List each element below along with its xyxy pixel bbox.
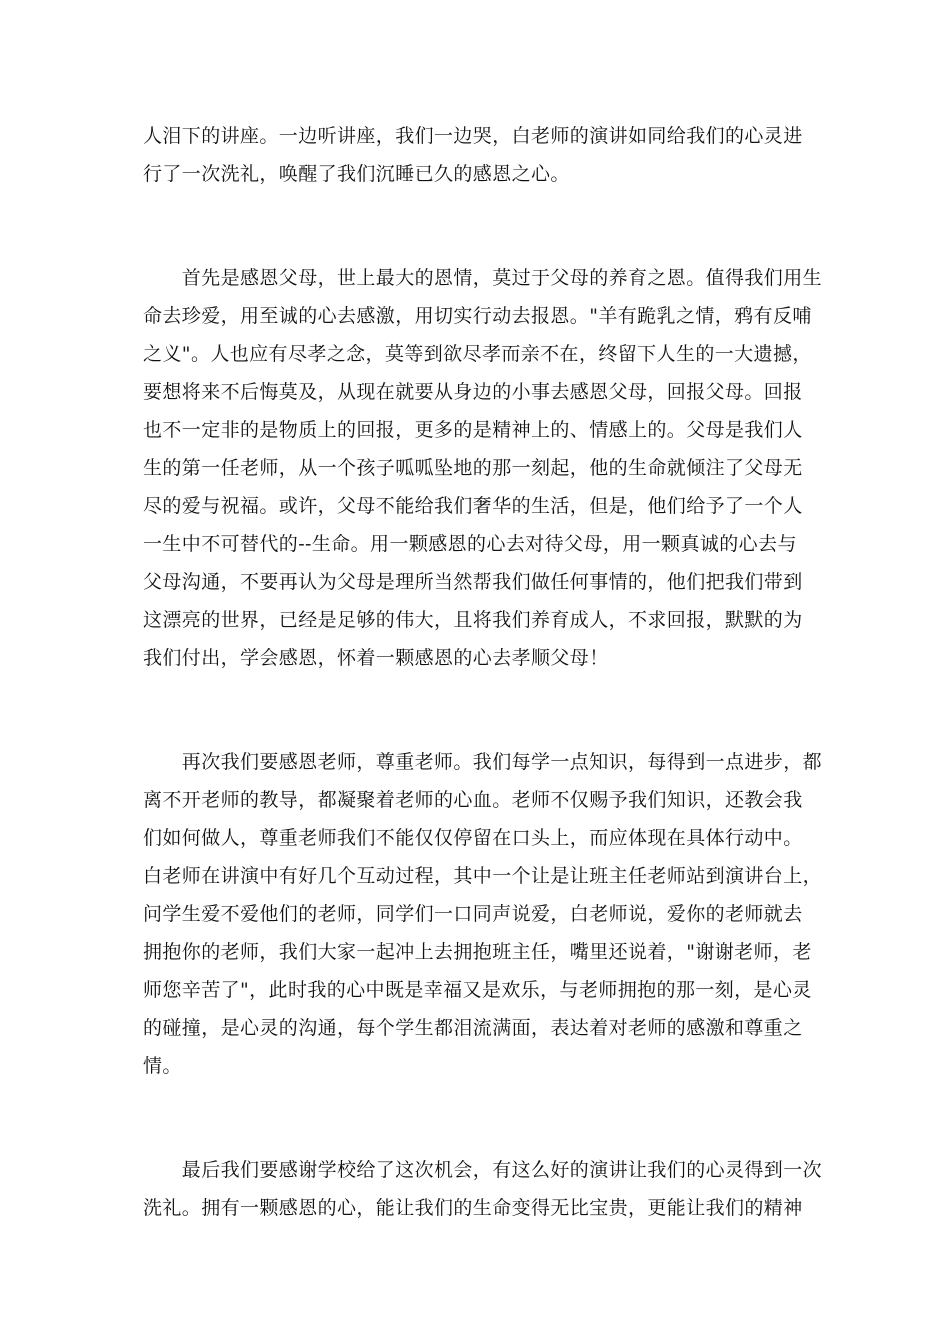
text-line: 生的第一任老师，从一个孩子呱呱坠地的那一刻起，他的生命就倾注了父母无 [143,457,803,479]
text-line: 最后我们要感谢学校给了这次机会，有这么好的演讲让我们的心灵得到一次 [143,1159,823,1181]
text-line: 命去珍爱，用至诚的心去感激，用切实行动去报恩。"羊有跪乳之情，鸦有反哺 [143,305,812,327]
text-line: 们如何做人，尊重老师我们不能仅仅停留在口头上，而应体现在具体行动中。 [143,827,803,849]
text-line: 一生中不可替代的--生命。用一颗感恩的心去对待父母，用一颗真诚的心去与 [143,533,797,555]
text-line: 拥抱你的老师，我们大家一起冲上去拥抱班主任，嘴里还说着，"谢谢老师，老 [143,941,812,963]
text-line: 白老师在讲演中有好几个互动过程，其中一个让是让班主任老师站到演讲台上， [143,865,823,887]
text-line: 师您辛苦了"，此时我的心中既是幸福又是欢乐，与老师拥抱的那一刻，是心灵 [143,979,812,1001]
text-line: 洗礼。拥有一颗感恩的心，能让我们的生命变得无比宝贵，更能让我们的精神 [143,1197,803,1219]
text-line: 之义"。人也应有尽孝之念，莫等到欲尽孝而亲不在，终留下人生的一大遗撼， [143,343,812,365]
text-line: 离不开老师的教导，都凝聚着老师的心血。老师不仅赐予我们知识，还教会我 [143,789,803,811]
text-line: 情。 [143,1055,182,1077]
text-line: 行了一次洗礼，唤醒了我们沉睡已久的感恩之心。 [143,163,570,185]
text-line: 我们付出，学会感恩，怀着一颗感恩的心去孝顺父母！ [143,647,609,669]
text-line: 人泪下的讲座。一边听讲座，我们一边哭，白老师的演讲如同给我们的心灵进 [143,125,803,147]
text-line: 这漂亮的世界，已经是足够的伟大，且将我们养育成人，不求回报，默默的为 [143,609,803,631]
text-line: 要想将来不后悔莫及，从现在就要从身边的小事去感恩父母，回报父母。回报 [143,381,803,403]
text-line: 父母沟通，不要再认为父母是理所当然帮我们做任何事情的，他们把我们带到 [143,571,803,593]
text-line: 也不一定非的是物质上的回报，更多的是精神上的、情感上的。父母是我们人 [143,419,803,441]
text-line: 尽的爱与祝福。或许，父母不能给我们奢华的生活，但是，他们给予了一个人 [143,495,803,517]
text-line: 首先是感恩父母，世上最大的恩情，莫过于父母的养育之恩。值得我们用生 [143,267,823,289]
text-line: 问学生爱不爱他们的老师，同学们一口同声说爱，白老师说，爱你的老师就去 [143,903,803,925]
text-line: 的碰撞，是心灵的沟通，每个学生都泪流满面，表达着对老师的感激和尊重之 [143,1017,803,1039]
text-line: 再次我们要感恩老师，尊重老师。我们每学一点知识，每得到一点进步，都 [143,751,823,773]
